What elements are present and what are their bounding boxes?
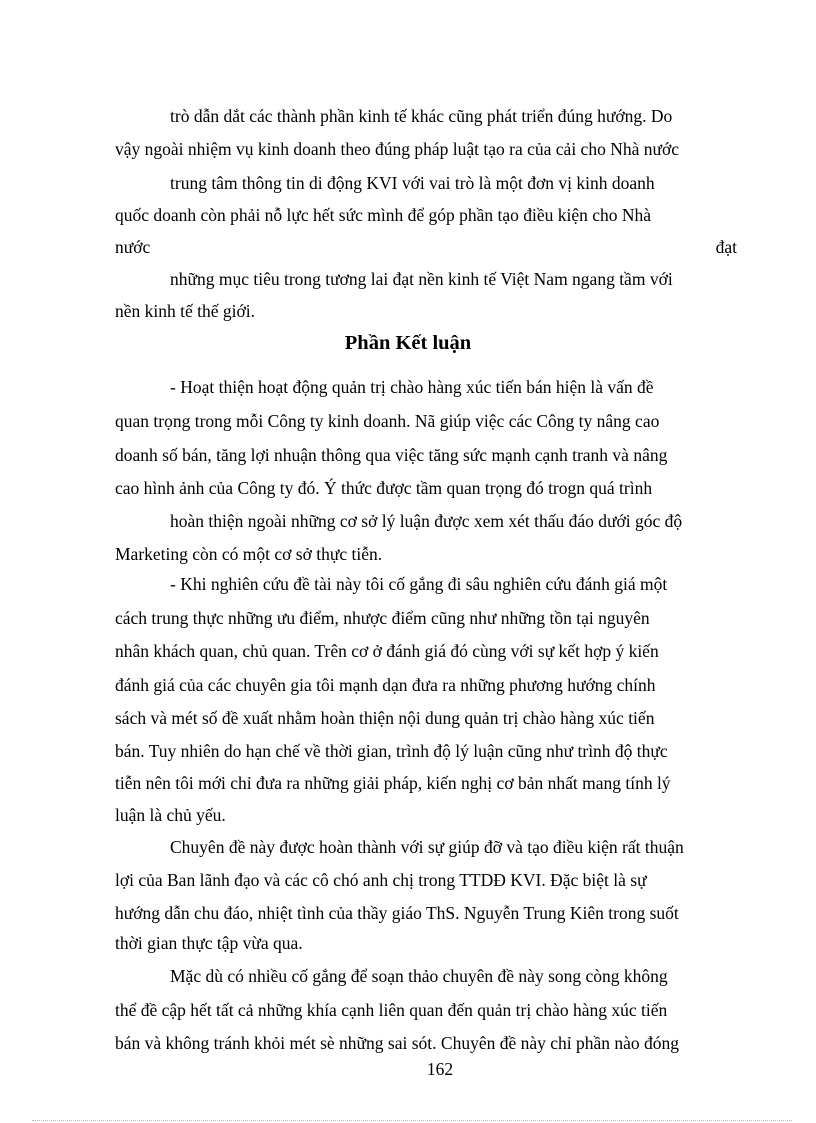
text-line: trung tâm thông tin di động KVI với vai trò là một đơn vị kinh doanh [170, 173, 655, 193]
text-line: Marketing còn có một cơ sở thực tiễn. [115, 544, 383, 564]
text-line: sách và mét số đề xuất nhằm hoàn thiện nội dung quản trị chào hàng xúc tiến [115, 708, 655, 728]
text-line: hướng dẫn chu đáo, nhiệt tình của thầy giáo ThS. Nguyễn Trung Kiên trong suốt [115, 903, 679, 923]
section-title: Phần Kết luận [344, 332, 472, 354]
text-line: tiễn nên tôi mới chỉ đưa ra những giải pháp, kiến nghị cơ bản nhất mang tính lý [115, 773, 671, 793]
text-line: thể đề cập hết tất cả những khía cạnh liên quan đến quản trị chào hàng xúc tiến [115, 1000, 668, 1020]
footer-divider [32, 1120, 792, 1121]
text-line: những mục tiêu trong tương lai đạt nền kinh tế Việt Nam ngang tầm với [170, 269, 673, 289]
page-number: 162 [426, 1059, 454, 1079]
text-line: bán. Tuy nhiên do hạn chế về thời gian, trình độ lý luận cũng như trình độ thực [115, 741, 668, 761]
text-line: quốc doanh còn phải nỗ lực hết sức mình để góp phần tạo điều kiện cho Nhà [115, 205, 652, 225]
text-line-split [0, 232, 816, 262]
text-line: nền kinh tế thế giới. [115, 301, 255, 321]
text-line: nhân khách quan, chủ quan. Trên cơ ở đánh giá đó cùng với sự kết hợp ý kiến [115, 641, 659, 661]
text-line: Mặc dù có nhiều cố gắng để soạn thảo chuyên đề này song còng không [170, 966, 668, 986]
text-line: cao hình ảnh của Công ty đó. Ý thức được tầm quan trọng đó trogn quá trình [115, 478, 653, 498]
text-line: lợi của Ban lãnh đạo và các cô chó anh chị trong TTDĐ KVI. Đặc biệt là sự [115, 870, 647, 890]
text-line: doanh số bán, tăng lợi nhuận thông qua việc tăng sức mạnh cạnh tranh và nâng [115, 445, 668, 465]
text-line: trò dẫn dắt các thành phần kinh tế khác cũng phát triển đúng hướng. Do [170, 106, 673, 126]
text-line: - Hoạt thiện hoạt động quản trị chào hàng xúc tiến bán hiện là vấn đề [170, 377, 654, 397]
text-line: hoàn thiện ngoài những cơ sở lý luận được xem xét thấu đáo dưới góc độ [170, 511, 683, 531]
line-end-word: đạt [715, 237, 737, 257]
text-line: - Khi nghiên cứu đề tài này tôi cố gắng đi sâu nghiên cứu đánh giá một [170, 574, 668, 594]
text-line: bán và không tránh khỏi mét sè những sai sót. Chuyên đề này chỉ phần nào đóng [115, 1033, 680, 1053]
line-start-word: nước [115, 237, 151, 257]
text-line: vậy ngoài nhiệm vụ kinh doanh theo đúng pháp luật tạo ra của cải cho Nhà nước [115, 139, 679, 159]
text-line: cách trung thực những ưu điểm, nhược điểm cũng như những tồn tại nguyên [115, 608, 650, 628]
text-line: Chuyên đề này được hoàn thành với sự giúp đỡ và tạo điều kiện rất thuận [170, 837, 684, 857]
text-line: thời gian thực tập vừa qua. [115, 933, 303, 953]
text-line: đánh giá của các chuyên gia tôi mạnh dạn đưa ra những phương hướng chính [115, 675, 656, 695]
text-line: luận là chủ yếu. [115, 805, 226, 825]
text-line: quan trọng trong mỗi Công ty kinh doanh. Nã giúp việc các Công ty nâng cao [115, 411, 660, 431]
